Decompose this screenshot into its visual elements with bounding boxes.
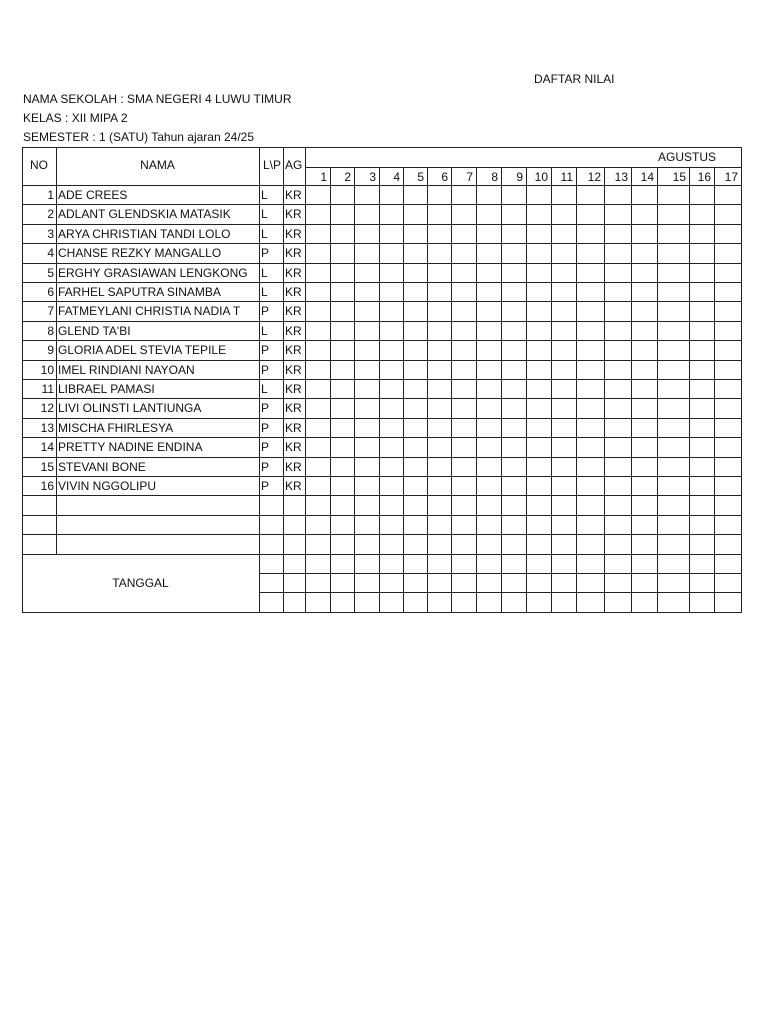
student-gender: L xyxy=(261,324,268,338)
column-header-month: AGUSTUS xyxy=(657,150,716,164)
day-number: 16 xyxy=(697,170,711,184)
student-number: 13 xyxy=(40,421,54,435)
student-number: 11 xyxy=(41,382,54,396)
student-religion: KR xyxy=(285,324,302,338)
student-name: LIVI OLINSTI LANTIUNGA xyxy=(58,401,202,415)
student-religion: KR xyxy=(285,227,302,241)
student-gender: L xyxy=(261,207,268,221)
student-religion: KR xyxy=(285,421,302,435)
student-religion: KR xyxy=(285,285,302,299)
day-number: 17 xyxy=(724,170,738,184)
student-number: 15 xyxy=(40,460,54,474)
student-gender: P xyxy=(261,401,270,415)
student-religion: KR xyxy=(285,343,302,357)
student-gender: L xyxy=(261,382,268,396)
student-religion: KR xyxy=(285,440,302,454)
student-number: 5 xyxy=(47,266,54,280)
day-number: 5 xyxy=(417,170,424,184)
student-gender: L xyxy=(261,285,268,299)
day-number: 6 xyxy=(441,170,448,184)
student-religion: KR xyxy=(285,266,302,280)
student-religion: KR xyxy=(285,382,302,396)
student-name: PRETTY NADINE ENDINA xyxy=(58,440,203,454)
student-name: VIVIN NGGOLIPU xyxy=(58,479,157,493)
student-religion: KR xyxy=(285,460,302,474)
student-name: FARHEL SAPUTRA SINAMBA xyxy=(58,285,221,299)
student-number: 4 xyxy=(47,246,54,260)
student-gender: P xyxy=(261,304,270,318)
student-name: FATMEYLANI CHRISTIA NADIA T xyxy=(58,304,241,318)
column-header-name: NAMA xyxy=(140,158,175,172)
footer-date-label: TANGGAL xyxy=(112,576,169,590)
student-number: 7 xyxy=(47,304,54,318)
semester-line: SEMESTER : 1 (SATU) Tahun ajaran 24/25 xyxy=(23,130,254,144)
student-name: LIBRAEL PAMASI xyxy=(58,382,155,396)
student-number: 10 xyxy=(40,363,54,377)
student-gender: P xyxy=(261,363,270,377)
student-number: 2 xyxy=(47,207,54,221)
student-name: GLORIA ADEL STEVIA TEPILE xyxy=(58,343,227,357)
student-name: ADLANT GLENDSKIA MATASIK xyxy=(58,207,231,221)
student-gender: L xyxy=(261,188,268,202)
day-number: 12 xyxy=(587,170,601,184)
school-name-line: NAMA SEKOLAH : SMA NEGERI 4 LUWU TIMUR xyxy=(23,92,292,106)
student-number: 6 xyxy=(47,285,54,299)
student-religion: KR xyxy=(285,304,302,318)
column-header-religion: AG xyxy=(285,158,303,172)
student-religion: KR xyxy=(285,246,302,260)
column-header-gender: L\P xyxy=(262,158,281,172)
student-number: 16 xyxy=(40,479,54,493)
student-number: 9 xyxy=(47,343,54,357)
student-religion: KR xyxy=(285,479,302,493)
day-number: 7 xyxy=(466,170,473,184)
student-name: STEVANI BONE xyxy=(58,460,146,474)
student-gender: P xyxy=(261,421,270,435)
student-religion: KR xyxy=(285,188,302,202)
student-name: GLEND TA'BI xyxy=(58,324,131,338)
student-number: 12 xyxy=(40,401,54,415)
class-line: KELAS : XII MIPA 2 xyxy=(23,111,128,125)
day-number: 1 xyxy=(320,170,327,184)
day-number: 2 xyxy=(344,170,351,184)
student-religion: KR xyxy=(285,207,302,221)
student-gender: P xyxy=(261,479,270,493)
student-number: 8 xyxy=(47,324,54,338)
student-gender: P xyxy=(261,460,270,474)
student-name: ERGHY GRASIAWAN LENGKONG xyxy=(58,266,248,280)
day-number: 15 xyxy=(672,170,686,184)
day-number: 9 xyxy=(516,170,523,184)
day-number: 10 xyxy=(534,170,548,184)
student-religion: KR xyxy=(285,401,302,415)
student-religion: KR xyxy=(285,363,302,377)
day-number: 13 xyxy=(614,170,628,184)
student-gender: P xyxy=(261,343,270,357)
day-number: 11 xyxy=(560,170,573,184)
student-number: 1 xyxy=(47,188,54,202)
day-number: 3 xyxy=(369,170,376,184)
student-name: MISCHA FHIRLESYA xyxy=(58,421,174,435)
student-name: ADE CREES xyxy=(58,188,128,202)
day-number: 8 xyxy=(491,170,498,184)
student-gender: L xyxy=(261,227,268,241)
student-gender: P xyxy=(261,440,270,454)
student-number: 14 xyxy=(40,440,54,454)
student-name: IMEL RINDIANI NAYOAN xyxy=(58,363,195,377)
column-header-no: NO xyxy=(30,158,48,172)
day-number: 4 xyxy=(393,170,400,184)
day-number: 14 xyxy=(640,170,654,184)
student-gender: P xyxy=(261,246,270,260)
document-title: DAFTAR NILAI xyxy=(534,72,615,86)
student-gender: L xyxy=(261,266,268,280)
student-name: ARYA CHRISTIAN TANDI LOLO xyxy=(58,227,231,241)
student-name: CHANSE REZKY MANGALLO xyxy=(58,246,222,260)
student-number: 3 xyxy=(47,227,54,241)
